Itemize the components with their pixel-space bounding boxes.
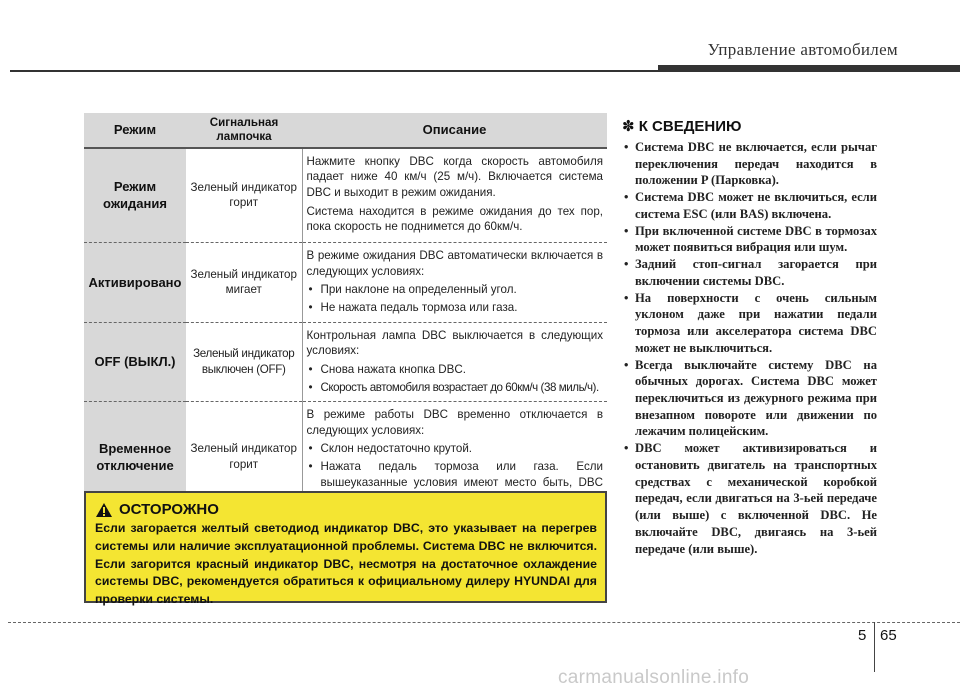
table-row [84,322,607,402]
description-paragraph: В режиме ожидания DBC автоматически включается в следующих условиях: [306,249,603,278]
description-paragraph: Нажмите кнопку DBC когда скорость автомобиля падает ниже 40 км/ч (25 м/ч). Включается система DBC и выходит в режим ожидания. [306,154,603,200]
notice-item: • На поверхности с очень сильным уклоном даже при нажатии педали тормоза или акселератора система DBC может не выключиться. [622,290,877,357]
mode-cell: OFF (ВЫКЛ.) [84,322,186,402]
notice-item: • Система DBC может не включиться, если система ESC (или BAS) включена. [622,189,877,222]
condition-item: • Снова нажата кнопка DBC. [307,362,604,378]
warning-box [84,491,607,607]
condition-item: • При наклоне на определенный угол. [307,282,604,298]
column-header-description: Описание [302,113,607,148]
lamp-cell: Зеленый индикатор выключен (OFF) [186,322,302,402]
mode-cell: Режим ожидания [84,148,186,243]
warning-text: Если загорается желтый светодиод индикатор DBC, это указывает на перегрев системы или наличие эксплуатационной проблемы. Система DBC не включится. Если загорится красный индикатор DBC, несмотря на достаточное охлаждение системы DBC, рекомендуется обратиться к официальному дилеру HYUNDAI для проверки системы. [95,521,597,607]
notice-item: • DBC может активизироваться и остановить двигатель на транспортных средствах с механической коробкой передач, если двигаться на 3-ьей передаче (или выше) с включенной DBC. Не включайте DBC, двигаясь на 3-ьей передаче (или выше). [622,440,877,557]
table-header-row [84,113,607,148]
page-number-divider [874,622,875,672]
page-number: 65 [880,627,897,644]
notice-item: • Система DBC не включается, если рычаг переключения передач находится в положении P (Парковка). [622,139,877,189]
page-header-title: Управление автомобилем [707,40,898,59]
column-header-mode: Режим [84,113,186,148]
watermark: carmanualsonline.info [558,667,750,688]
description-cell [302,148,607,243]
lamp-cell: Зеленый индикатор горит [186,402,302,513]
description-paragraph: Контрольная лампа DBC выключается в следующих условиях: [306,328,603,358]
column-header-lamp: Сигнальная лампочка [186,113,302,148]
condition-item: • Склон недостаточно крутой. [307,441,604,457]
condition-item: • Не нажата педаль тормоза или газа. [307,300,604,316]
condition-item: • Нажата педаль тормоза или газа. Если вышеуказанные условия имеют место быть, DBC [307,459,604,506]
condition-list [307,362,604,395]
lamp-cell: Зеленый индикатор мигает [186,243,302,323]
notice-item: • Задний стоп-сигнал загорается при включении системы DBC. [622,256,877,289]
mode-cell: Активировано [84,243,186,323]
table-row [84,148,607,243]
warning-title: ОСТОРОЖНО [119,501,219,518]
description-paragraph: Система находится в режиме ожидания до тех пор, пока скорость не поднимется до 60км/ч. [306,204,603,234]
lamp-cell: Зеленый индикатор горит [186,148,302,243]
notice-section [622,117,877,557]
warning-title-row [95,501,597,518]
description-cell [302,322,607,402]
notice-list [622,139,877,557]
chapter-number: 5 [858,627,867,644]
condition-list [307,282,604,315]
description-paragraph: В режиме работы DBC временно отключается в следующих условиях: [306,408,603,437]
header-rule [10,70,960,72]
table-row [84,243,607,323]
dbc-modes-table [84,113,607,514]
description-cell [302,243,607,323]
notice-item: • При включенной системе DBC в тормозах может появиться вибрация или шум. [622,223,877,256]
warning-triangle-icon [95,502,113,518]
notice-title: ✽ К СВЕДЕНИЮ [622,118,742,135]
footer-rule [8,622,960,623]
mode-cell: Временное отключение [84,402,186,513]
condition-item: • Скорость автомобиля возрастает до 60км/ч (38 миль/ч). [307,380,604,396]
notice-item: • Всегда выключайте систему DBC на обычных дорогах. Система DBC может переключиться из дежурного режима при внезапном повороте или движении по лежачим полицейским. [622,357,877,441]
